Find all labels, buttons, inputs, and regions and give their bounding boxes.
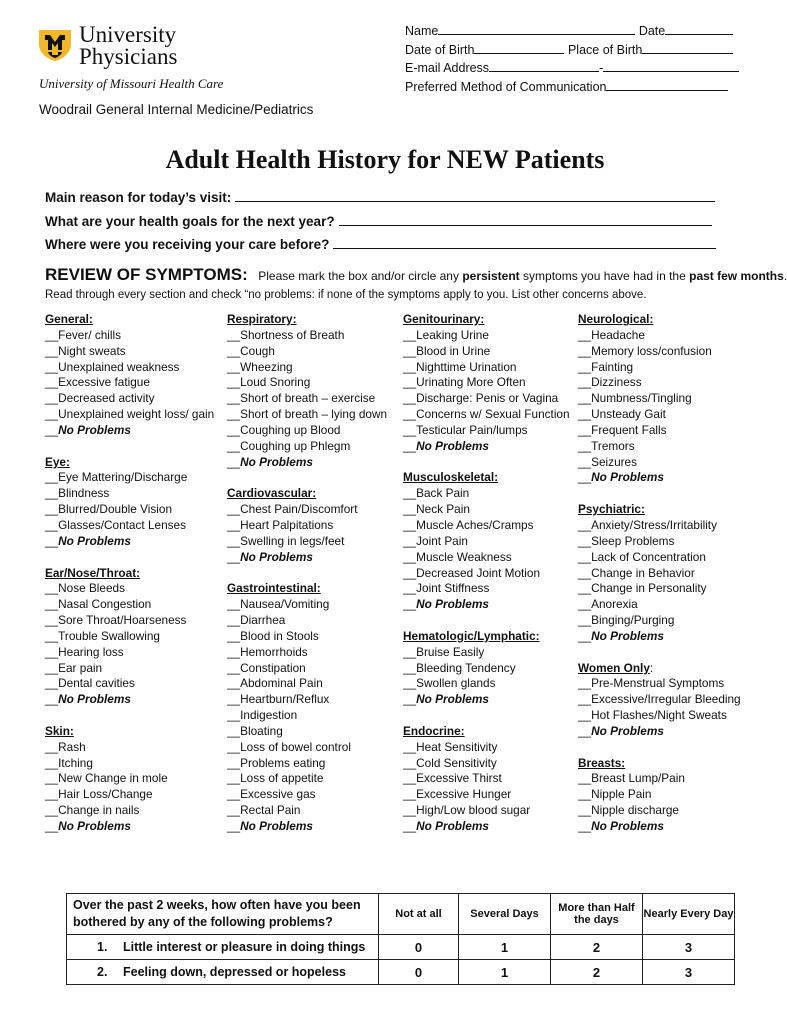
ros-note: Read through every section and check “no problems: if none of the symptoms apply to you. List other concerns above. bbox=[45, 289, 647, 301]
symptom-checkbox-item[interactable]: __Heartburn/Reflux bbox=[227, 692, 330, 707]
phq-option[interactable]: 2 bbox=[551, 935, 643, 960]
phq-option[interactable]: 3 bbox=[643, 935, 735, 960]
symptom-checkbox-item[interactable]: __Nose Bleeds bbox=[45, 581, 126, 596]
visit-questions bbox=[45, 186, 716, 257]
section-title-suffix: : bbox=[649, 660, 654, 675]
symptom-column-4 bbox=[578, 312, 741, 835]
section-heading bbox=[45, 455, 214, 471]
symptom-checkbox-item[interactable]: __Testicular Pain/lumps bbox=[403, 422, 528, 437]
symptom-checkbox-item[interactable]: __Excessive fatigue bbox=[45, 375, 150, 390]
symptom-checkbox-item[interactable]: __Joint Pain bbox=[403, 533, 468, 548]
phq-item-label bbox=[67, 960, 379, 985]
symptom-checkbox-item[interactable]: __Memory loss/confusion bbox=[578, 343, 712, 358]
no-problems-blank: __ bbox=[403, 438, 417, 453]
university-subtitle: University of Missouri Health Care bbox=[39, 76, 224, 91]
phq-item-text: Little interest or pleasure in doing things bbox=[123, 940, 366, 954]
symptom-checkbox-item[interactable]: __Joint Stiffness bbox=[403, 581, 490, 596]
symptom-checkbox-item[interactable]: __Abdominal Pain bbox=[227, 676, 323, 691]
phq-option[interactable]: 0 bbox=[379, 960, 459, 985]
question-label: Where were you receiving your care before? bbox=[45, 237, 330, 252]
no-problems-option[interactable] bbox=[45, 534, 214, 550]
section-title: Eye: bbox=[45, 454, 70, 469]
name-field[interactable] bbox=[438, 22, 635, 35]
symptom-checkbox-item[interactable]: __Urinating More Often bbox=[403, 375, 526, 390]
symptom-checkbox-item[interactable]: __High/Low blood sugar bbox=[403, 803, 531, 818]
section-title: Skin: bbox=[45, 723, 74, 738]
symptom-checkbox-item[interactable]: __Change in Personality bbox=[578, 581, 707, 596]
symptom-checkbox-item[interactable]: __Night sweats bbox=[45, 343, 126, 358]
section-heading bbox=[403, 629, 570, 645]
phq-row-1 bbox=[67, 935, 735, 960]
phq-header-nearly-every-day: Nearly Every Day bbox=[643, 894, 735, 935]
no-problems-blank: __ bbox=[227, 819, 241, 833]
section-heading bbox=[403, 312, 570, 328]
section-title: Women Only bbox=[578, 660, 650, 675]
previous-care-field[interactable] bbox=[333, 235, 716, 249]
symptom-checkbox-item[interactable]: __Unsteady Gait bbox=[578, 407, 666, 422]
no-problems-blank: __ bbox=[578, 470, 592, 485]
section-heading bbox=[403, 470, 570, 486]
symptom-checkbox-item[interactable]: __Ear pain bbox=[45, 660, 103, 675]
instruction-text: . bbox=[783, 269, 787, 283]
symptom-checkbox-item[interactable]: __Cold Sensitivity bbox=[403, 755, 497, 770]
preferred-contact-label: Preferred Method of Communication bbox=[405, 79, 607, 94]
symptom-checkbox-item[interactable]: __Sleep Problems bbox=[578, 533, 675, 548]
no-problems-option[interactable] bbox=[227, 819, 387, 835]
symptom-checkbox-item[interactable]: __Constipation bbox=[227, 660, 306, 675]
instruction-bold: persistent bbox=[462, 269, 520, 283]
place-of-birth-field[interactable] bbox=[642, 41, 733, 54]
symptom-column-1 bbox=[45, 312, 214, 835]
email-field-part-2[interactable] bbox=[603, 59, 739, 72]
dob-label: Date of Birth bbox=[405, 42, 475, 57]
symptom-checkbox-item[interactable]: __Coughing up Phlegm bbox=[227, 438, 351, 453]
instruction-bold: past few months bbox=[689, 269, 784, 283]
symptom-checkbox-item[interactable]: __Excessive/Irregular Bleeding bbox=[578, 692, 741, 707]
symptom-checkbox-item[interactable]: __Lack of Concentration bbox=[578, 549, 706, 564]
no-problems-label: No Problems bbox=[240, 454, 313, 469]
symptom-checkbox-item[interactable]: __Indigestion bbox=[227, 708, 298, 723]
symptom-checkbox-item[interactable]: __Unexplained weight loss/ gain bbox=[45, 407, 215, 422]
symptom-checkbox-item[interactable]: __Fainting bbox=[578, 359, 634, 374]
symptom-checkbox-item[interactable]: __Cough bbox=[227, 343, 275, 358]
symptom-checkbox-item[interactable]: __Nasal Congestion bbox=[45, 597, 152, 612]
phq-item-label bbox=[67, 935, 379, 960]
section-heading bbox=[227, 486, 387, 502]
university-line-2: Physicians bbox=[79, 44, 178, 69]
symptom-checkbox-item[interactable]: __Neck Pain bbox=[403, 502, 470, 517]
symptom-column-3 bbox=[403, 312, 570, 835]
phq-item-text: Feeling down, depressed or hopeless bbox=[123, 965, 346, 979]
no-problems-blank: __ bbox=[45, 819, 59, 833]
section-heading bbox=[227, 581, 387, 597]
section-spacer bbox=[578, 645, 741, 661]
phq-row-2 bbox=[67, 960, 735, 985]
symptom-checkbox-item[interactable]: __Seizures bbox=[578, 454, 638, 469]
question-row bbox=[45, 186, 716, 210]
health-goals-field[interactable] bbox=[339, 212, 712, 226]
phq-header-several-days: Several Days bbox=[459, 894, 551, 935]
no-problems-option[interactable] bbox=[403, 597, 570, 613]
date-field[interactable] bbox=[665, 22, 733, 35]
symptom-checkbox-item[interactable]: __Itching bbox=[45, 755, 93, 770]
symptom-checkbox-item[interactable]: __Blurred/Double Vision bbox=[45, 502, 173, 517]
section-title: Musculoskeletal: bbox=[403, 470, 499, 485]
section-heading bbox=[45, 724, 214, 740]
no-problems-blank: __ bbox=[578, 628, 592, 643]
no-problems-option[interactable] bbox=[578, 470, 741, 486]
no-problems-label: No Problems bbox=[58, 422, 131, 437]
symptom-column-2 bbox=[227, 312, 387, 835]
phq-question: Over the past 2 weeks, how often have you been bothered by any of the following problems? bbox=[67, 894, 379, 935]
clinic-name: Woodrail General Internal Medicine/Pediatrics bbox=[39, 102, 314, 117]
phq-option[interactable]: 1 bbox=[459, 960, 551, 985]
mu-tiger-logo-icon bbox=[38, 28, 72, 62]
phq-option[interactable]: 0 bbox=[379, 935, 459, 960]
section-heading bbox=[578, 756, 741, 772]
section-title: Ear/Nose/Throat: bbox=[45, 565, 141, 580]
symptom-checkbox-item[interactable]: __Anxiety/Stress/Irritability bbox=[578, 517, 717, 532]
no-problems-blank: __ bbox=[403, 597, 417, 612]
no-problems-label: No Problems bbox=[240, 549, 313, 564]
phq-item-number: 1. bbox=[97, 940, 108, 954]
symptom-checkbox-item[interactable]: __Dental cavities bbox=[45, 676, 135, 691]
no-problems-option[interactable] bbox=[227, 455, 387, 471]
symptom-checkbox-item[interactable]: __Chest Pain/Discomfort bbox=[227, 502, 358, 517]
university-line-1: University bbox=[79, 22, 177, 47]
section-spacer bbox=[403, 708, 570, 724]
symptom-checkbox-item[interactable]: __Back Pain bbox=[403, 486, 470, 501]
section-spacer bbox=[45, 550, 214, 566]
phq-option[interactable]: 2 bbox=[551, 960, 643, 985]
section-title: Neurological: bbox=[578, 312, 654, 326]
section-spacer bbox=[45, 439, 214, 455]
section-title: Endocrine: bbox=[403, 723, 465, 738]
phq-header-row bbox=[67, 894, 735, 935]
instruction-text: Please mark the box and/or circle any bbox=[258, 269, 463, 283]
question-row bbox=[45, 233, 716, 257]
no-problems-label: No Problems bbox=[416, 819, 489, 833]
symptom-checkbox-item[interactable]: __New Change in mole bbox=[45, 771, 168, 786]
no-problems-label: No Problems bbox=[58, 533, 131, 548]
section-title: Cardiovascular: bbox=[227, 486, 317, 501]
section-title: Psychiatric: bbox=[578, 502, 645, 517]
symptom-checkbox-item[interactable]: __Hot Flashes/Night Sweats bbox=[578, 708, 727, 723]
symptom-checkbox-item[interactable]: __Excessive gas bbox=[227, 787, 316, 802]
no-problems-label: No Problems bbox=[591, 628, 664, 643]
section-heading bbox=[45, 312, 214, 328]
no-problems-blank: __ bbox=[227, 454, 241, 469]
no-problems-label: No Problems bbox=[591, 819, 664, 833]
symptom-checkbox-item[interactable]: __Nipple Pain bbox=[578, 787, 652, 802]
symptom-checkbox-item[interactable]: __Diarrhea bbox=[227, 613, 286, 628]
no-problems-blank: __ bbox=[227, 549, 241, 564]
section-heading bbox=[403, 724, 570, 740]
no-problems-label: No Problems bbox=[240, 819, 313, 833]
no-problems-label: No Problems bbox=[416, 438, 489, 453]
symptom-checkbox-item[interactable]: __Excessive Hunger bbox=[403, 787, 512, 802]
symptom-checkbox-item[interactable]: __Problems eating bbox=[227, 755, 326, 770]
symptom-checkbox-item[interactable]: __Blindness bbox=[45, 486, 110, 501]
no-problems-label: No Problems bbox=[416, 597, 489, 612]
symptom-checkbox-item[interactable]: __Decreased Joint Motion bbox=[403, 565, 541, 580]
symptom-checkbox-item[interactable]: __Pre-Menstrual Symptoms bbox=[578, 676, 725, 691]
no-problems-blank: __ bbox=[578, 723, 592, 738]
symptom-checkbox-item[interactable]: __Change in Behavior bbox=[578, 565, 695, 580]
symptom-checkbox-item[interactable]: __Tremors bbox=[578, 438, 635, 453]
symptom-checkbox-item[interactable]: __Dizziness bbox=[578, 375, 642, 390]
symptom-checkbox-item[interactable]: __Headache bbox=[578, 327, 645, 342]
symptom-checkbox-item[interactable]: __Breast Lump/Pain bbox=[578, 771, 685, 786]
phq-header-not-at-all: Not at all bbox=[379, 894, 459, 935]
preferred-contact-row bbox=[405, 78, 739, 97]
symptom-checkbox-item[interactable]: __Fever/ chills bbox=[45, 327, 122, 342]
symptom-checkbox-item[interactable]: __Muscle Aches/Cramps bbox=[403, 517, 534, 532]
name-date-row bbox=[405, 22, 739, 41]
question-row bbox=[45, 210, 716, 234]
preferred-contact-field[interactable] bbox=[606, 78, 728, 91]
question-label: Main reason for today’s visit: bbox=[45, 190, 232, 205]
no-problems-option[interactable] bbox=[578, 819, 741, 835]
symptom-checkbox-item[interactable]: __Nighttime Urination bbox=[403, 359, 517, 374]
section-spacer bbox=[227, 470, 387, 486]
phq-header-more-than-half: More than Half the days bbox=[551, 894, 643, 935]
symptom-checkbox-item[interactable]: __Leaking Urine bbox=[403, 327, 489, 342]
instruction-text: symptoms you have had in the bbox=[519, 269, 690, 283]
symptom-checkbox-item[interactable]: __Eye Mattering/Discharge bbox=[45, 470, 188, 485]
symptom-checkbox-item[interactable]: __Glasses/Contact Lenses bbox=[45, 517, 186, 532]
symptom-checkbox-item[interactable]: __Nipple discharge bbox=[578, 803, 679, 818]
symptom-checkbox-item[interactable]: __Binging/Purging bbox=[578, 613, 675, 628]
section-heading bbox=[578, 312, 741, 328]
name-label: Name bbox=[405, 24, 439, 38]
place-of-birth-label: Place of Birth bbox=[567, 42, 643, 57]
no-problems-blank: __ bbox=[578, 819, 592, 833]
symptom-checkbox-item[interactable]: __Trouble Swallowing bbox=[45, 628, 160, 643]
symptom-checkbox-item[interactable]: __Bloating bbox=[227, 723, 283, 738]
section-title: Breasts: bbox=[578, 755, 626, 770]
symptom-checkbox-item[interactable]: __Nausea/Vomiting bbox=[227, 597, 330, 612]
section-title: Hematologic/Lymphatic: bbox=[403, 628, 540, 643]
symptom-checkbox-item[interactable]: __Bleeding Tendency bbox=[403, 660, 516, 675]
symptom-checkbox-item[interactable]: __Coughing up Blood bbox=[227, 422, 341, 437]
no-problems-label: No Problems bbox=[58, 692, 131, 707]
symptom-checkbox-item[interactable]: __Short of breath – exercise bbox=[227, 391, 376, 406]
symptom-checkbox-item[interactable]: __Shortness of Breath bbox=[227, 327, 345, 342]
symptom-checkbox-item[interactable]: __Rash bbox=[45, 739, 86, 754]
patient-info-block bbox=[405, 22, 739, 96]
symptom-checkbox-item[interactable]: __Loss of appetite bbox=[227, 771, 324, 786]
symptom-checkbox-item[interactable]: __Discharge: Penis or Vagina bbox=[403, 391, 559, 406]
symptom-checkbox-item[interactable]: __Concerns w/ Sexual Function bbox=[403, 407, 570, 422]
section-spacer bbox=[45, 708, 214, 724]
symptom-checkbox-item[interactable]: __Swollen glands bbox=[403, 676, 496, 691]
review-of-symptoms-heading bbox=[45, 265, 787, 285]
no-problems-blank: __ bbox=[45, 422, 59, 437]
visit-reason-field[interactable] bbox=[235, 188, 715, 202]
no-problems-option[interactable] bbox=[45, 423, 214, 439]
section-heading bbox=[578, 502, 741, 518]
no-problems-label: No Problems bbox=[591, 723, 664, 738]
ros-instruction bbox=[258, 269, 787, 283]
email-row bbox=[405, 59, 739, 78]
phq-item-number: 2. bbox=[97, 965, 108, 979]
no-problems-blank: __ bbox=[45, 692, 59, 707]
no-problems-option[interactable] bbox=[403, 439, 570, 455]
symptom-checkbox-item[interactable]: __Loud Snoring bbox=[227, 375, 311, 390]
symptom-checkbox-item[interactable]: __Bruise Easily bbox=[403, 644, 485, 659]
section-heading bbox=[45, 566, 214, 582]
symptom-checkbox-item[interactable]: __Unexplained weakness bbox=[45, 359, 180, 374]
section-spacer bbox=[578, 740, 741, 756]
phq-option[interactable]: 1 bbox=[459, 935, 551, 960]
symptom-checkbox-item[interactable]: __Frequent Falls bbox=[578, 422, 667, 437]
phq-option[interactable]: 3 bbox=[643, 960, 735, 985]
symptom-checkbox-item[interactable]: __Excessive Thirst bbox=[403, 771, 502, 786]
no-problems-option[interactable] bbox=[578, 629, 741, 645]
symptom-checkbox-item[interactable]: __Blood in Stools bbox=[227, 628, 319, 643]
page-title: Adult Health History for NEW Patients bbox=[165, 145, 605, 174]
no-problems-option[interactable] bbox=[403, 819, 570, 835]
symptom-checkbox-item[interactable]: __Heart Palpitations bbox=[227, 517, 334, 532]
no-problems-option[interactable] bbox=[578, 724, 741, 740]
no-problems-blank: __ bbox=[403, 692, 417, 707]
no-problems-label: No Problems bbox=[591, 470, 664, 485]
symptom-checkbox-item[interactable]: __Wheezing bbox=[227, 359, 293, 374]
email-label: E-mail Address bbox=[405, 61, 490, 75]
no-problems-option[interactable] bbox=[227, 550, 387, 566]
dob-field[interactable] bbox=[474, 41, 564, 54]
section-heading bbox=[578, 661, 741, 677]
symptom-checkbox-item[interactable]: __Loss of bowel control bbox=[227, 739, 351, 754]
email-field-part-1[interactable] bbox=[489, 59, 599, 72]
symptom-checkbox-item[interactable]: __Hearing loss bbox=[45, 644, 124, 659]
section-title: Gastrointestinal: bbox=[227, 581, 321, 596]
university-name bbox=[79, 24, 177, 68]
phq-table bbox=[66, 893, 735, 985]
symptom-checkbox-item[interactable]: __Swelling in legs/feet bbox=[227, 533, 345, 548]
symptom-checkbox-item[interactable]: __Heat Sensitivity bbox=[403, 739, 498, 754]
no-problems-label: No Problems bbox=[58, 819, 131, 833]
no-problems-label: No Problems bbox=[416, 692, 489, 707]
symptom-checkbox-item[interactable]: __Hemorrhoids bbox=[227, 644, 308, 659]
symptom-checkbox-item[interactable]: __Change in nails bbox=[45, 803, 140, 818]
section-spacer bbox=[578, 486, 741, 502]
symptom-checkbox-item[interactable]: __Anorexia bbox=[578, 597, 638, 612]
symptom-checkbox-item[interactable]: __Numbness/Tingling bbox=[578, 391, 692, 406]
no-problems-option[interactable] bbox=[45, 819, 214, 835]
no-problems-blank: __ bbox=[403, 819, 417, 833]
section-spacer bbox=[403, 613, 570, 629]
section-spacer bbox=[227, 566, 387, 582]
section-title: Respiratory: bbox=[227, 312, 297, 326]
symptom-checkbox-item[interactable]: __Rectal Pain bbox=[227, 803, 301, 818]
symptom-checkbox-item[interactable]: __Hair Loss/Change bbox=[45, 787, 153, 802]
section-heading bbox=[227, 312, 387, 328]
section-title: Genitourinary: bbox=[403, 312, 485, 326]
no-problems-blank: __ bbox=[45, 533, 59, 548]
question-label: What are your health goals for the next year? bbox=[45, 213, 335, 229]
symptom-checkbox-item[interactable]: __Decreased activity bbox=[45, 391, 155, 406]
ros-title: REVIEW OF SYMPTOMS: bbox=[45, 265, 248, 284]
symptom-checkbox-item[interactable]: __Sore Throat/Hoarseness bbox=[45, 613, 187, 628]
symptom-checkbox-item[interactable]: __Blood in Urine bbox=[403, 343, 491, 358]
no-problems-option[interactable] bbox=[403, 692, 570, 708]
date-label: Date bbox=[638, 24, 666, 38]
symptom-checkbox-item[interactable]: __Short of breath – lying down bbox=[227, 407, 388, 422]
birth-row bbox=[405, 41, 739, 60]
no-problems-option[interactable] bbox=[45, 692, 214, 708]
symptom-checkbox-item[interactable]: __Muscle Weakness bbox=[403, 549, 512, 564]
email-separator: - bbox=[599, 61, 604, 75]
section-title: General: bbox=[45, 312, 93, 326]
section-spacer bbox=[403, 455, 570, 471]
